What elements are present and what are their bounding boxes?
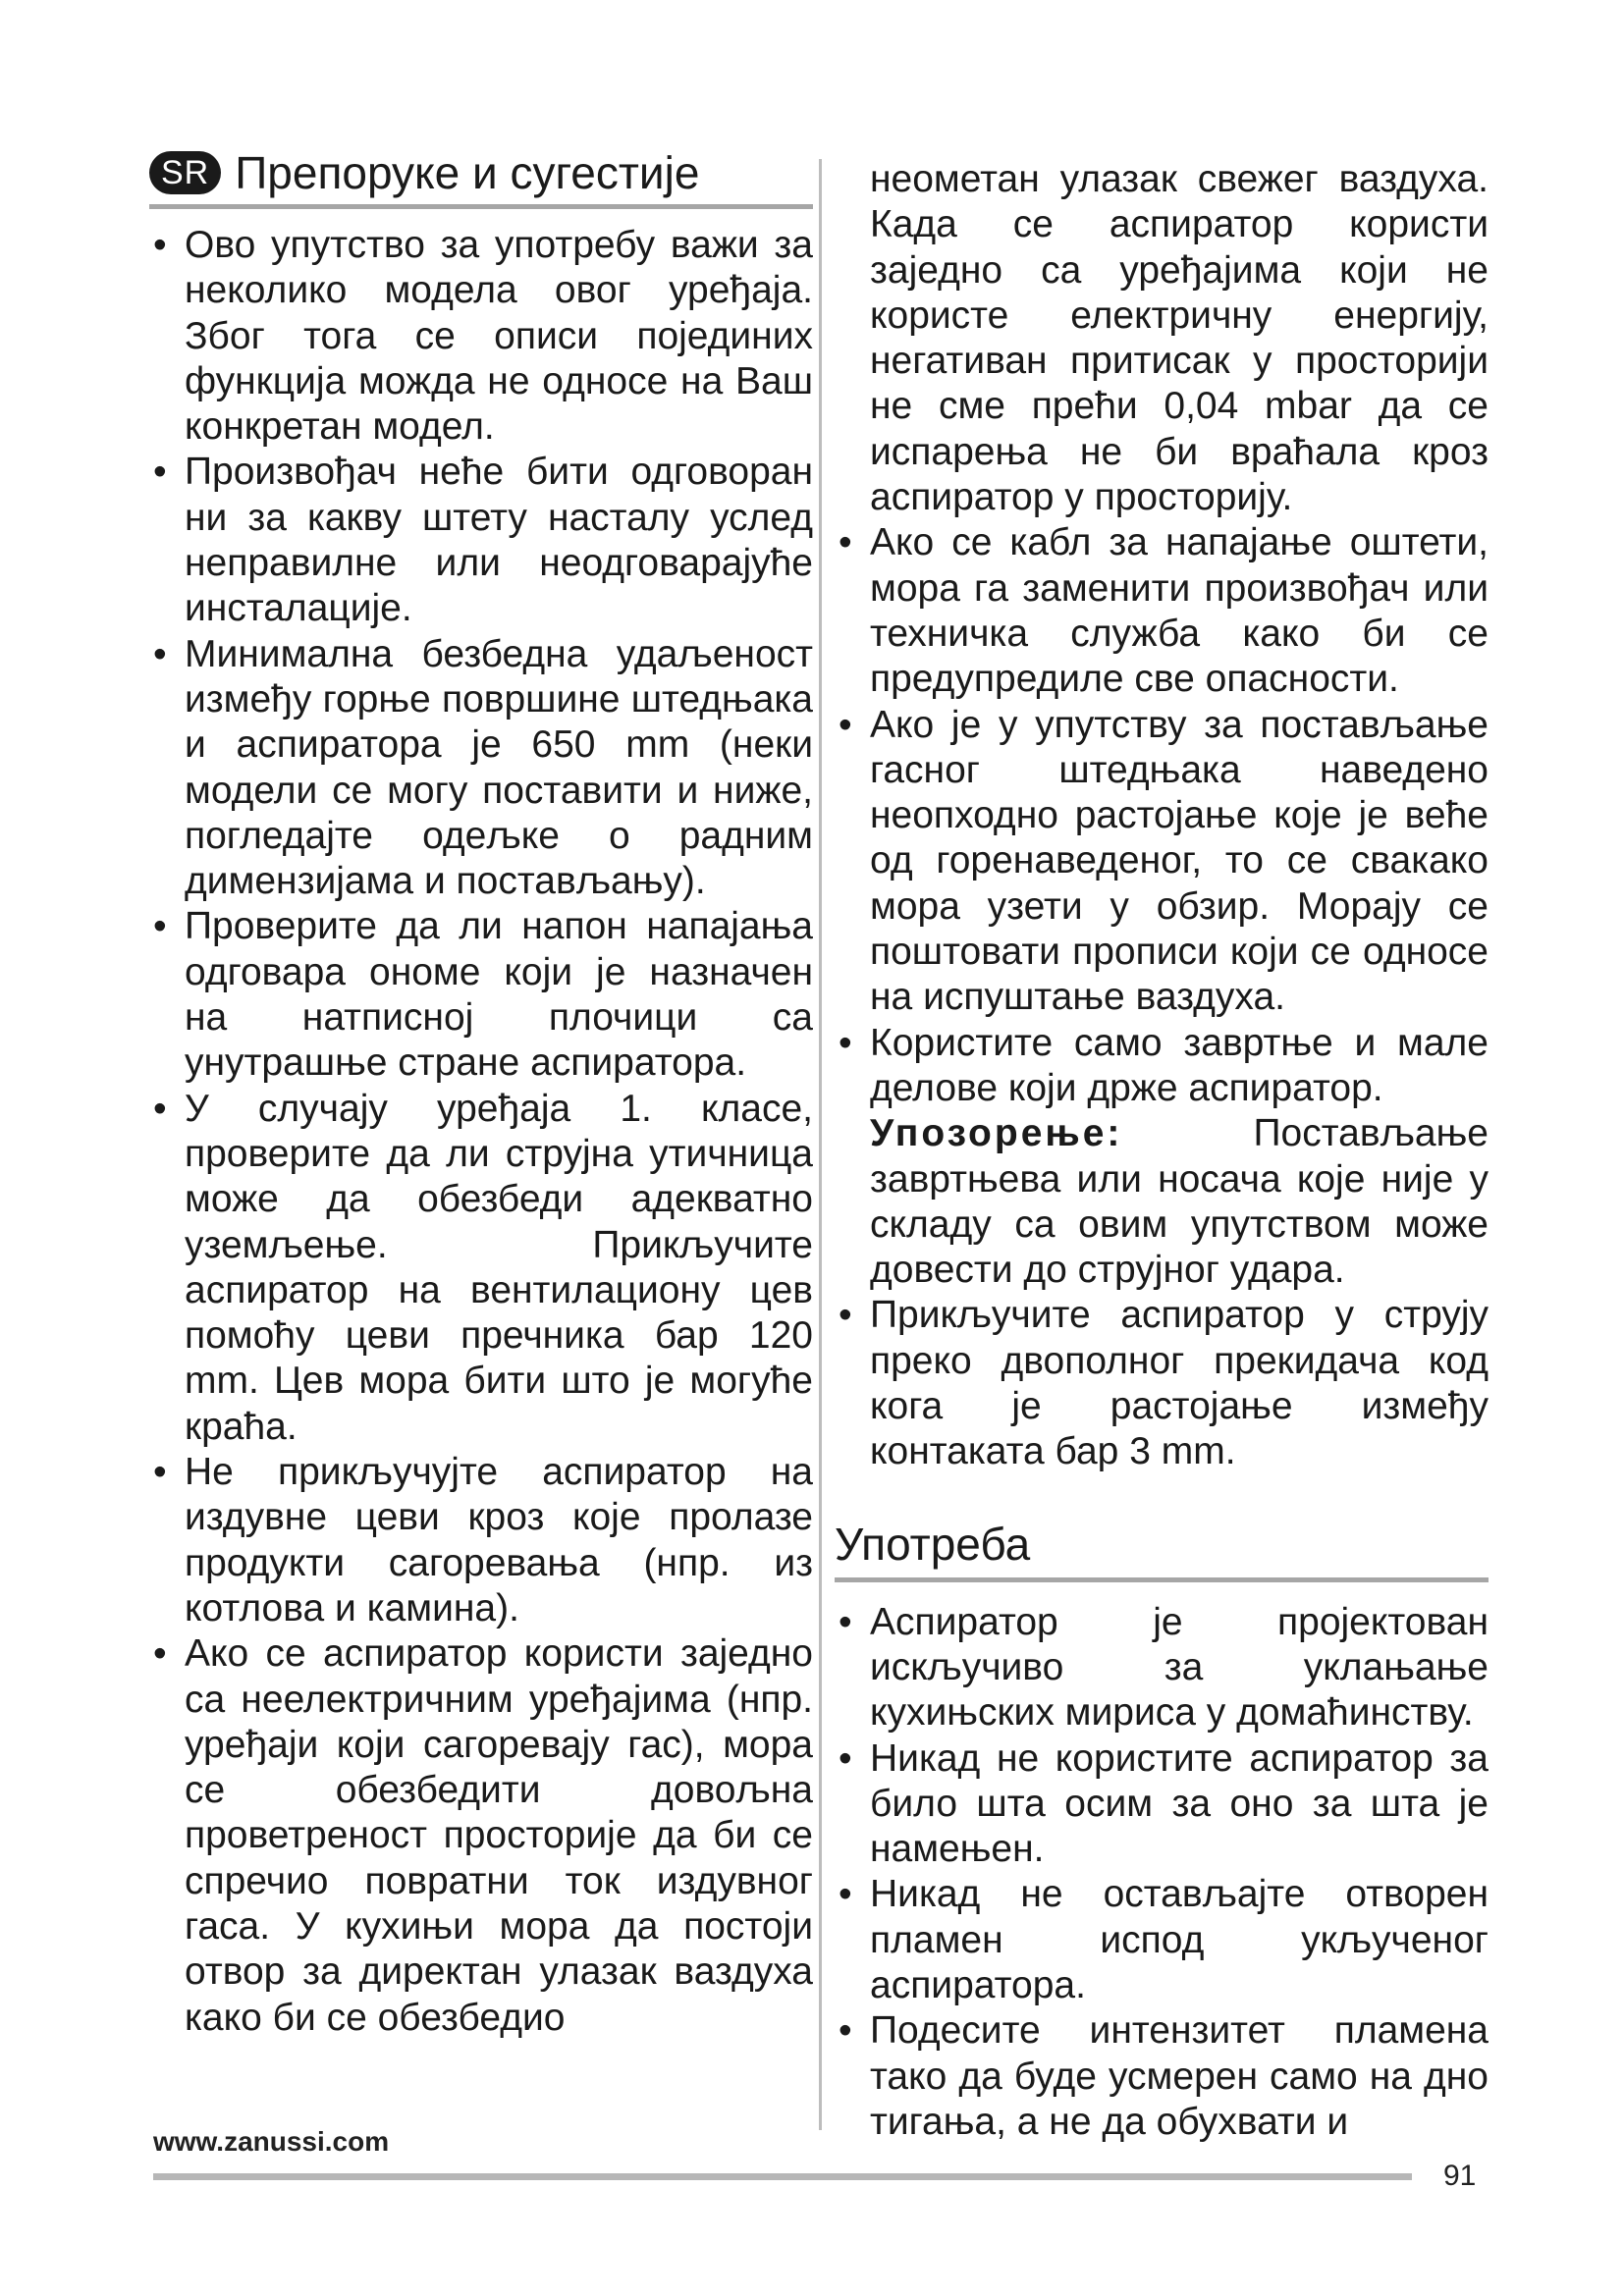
list-item: • Ако се аспиратор користи заједно са неелектричним уређајима (нпр. уређаји који сагоревају гас), мора се обезбедити довољна проветреност просторије да би се спречио повратни ток издувног гаса. У кухињи мора да постоји отвор за директан улазак ваздуха како би се обезбедио (149, 1631, 813, 2041)
list-item: • Никад не остављајте отворен пламен испод укљученог аспиратора. (835, 1872, 1489, 2008)
right-column (835, 157, 1489, 2145)
list-item: • Никад не користите аспиратор за било шта осим за оно за шта је намењен. (835, 1736, 1489, 1873)
warning-label: Упозорење: (870, 1112, 1123, 1155)
list-item: • Ово упутство за употребу важи за неколико модела овог уређаја. Због тога се описи појединих функција можда не односе на Ваш конкретан модел. (149, 223, 813, 450)
list-item: • Не прикључујте аспиратор на издувне цеви кроз које пролазе продукти сагоревања (нпр. из котлова и камина). (149, 1450, 813, 1631)
section-title: Препоруке и сугестије (235, 147, 700, 198)
footer-url: www.zanussi.com (153, 2126, 390, 2157)
section-heading-recommendations (149, 147, 813, 209)
page-number: 91 (1443, 2160, 1477, 2192)
list-item: • У случају уређаја 1. класе, проверите да ли струјна утичница може да обезбеди адекватно уземљење. Прикључите аспиратор на вентилациону цев помоћу цеви пречника бар 120 mm. Цев мора бити што је могуће краћа. (149, 1087, 813, 1450)
left-column (149, 147, 813, 2041)
section-heading-usage: Употреба (835, 1519, 1489, 1582)
list-item: • Проверите да ли напон напајања одговара ономе који је назначен на натписној плочици са унутрашње стране аспиратора. (149, 904, 813, 1086)
list-item: • Ако је у упутству за постављање гасног штедњака наведено неопходно растојање које је веће од горенаведеног, то се свакако мора узети у обзир. Морају се поштовати прописи који се односе на испуштање ваздуха. (835, 703, 1489, 1021)
recommendations-list (149, 223, 813, 2041)
warning-paragraph (835, 1111, 1489, 1293)
column-divider (819, 159, 822, 2130)
continuation-paragraph: неометан улазак свежег ваздуха. Када се аспиратор користи заједно са уређајима који не користе електричну енергију, негативан притисак у просторији не сме прећи 0,04 mbar да се испарења не би враћала кроз аспиратор у просторију. (870, 158, 1489, 519)
list-item: • Користите само завртње и мале делове који држе аспиратор. (835, 1021, 1489, 1112)
recommendations-list-final (835, 1293, 1489, 1474)
recommendations-list-continued (835, 520, 1489, 1111)
list-item: • Аспиратор је пројектован искључиво за уклањање кухињских мириса у домаћинству. (835, 1600, 1489, 1736)
usage-list (835, 1600, 1489, 2146)
list-item: • Прикључите аспиратор у струју преко двополног прекидача код кога је растојање између контаката бар 3 mm. (835, 1293, 1489, 1474)
list-item: • Произвођач неће бити одговоран ни за какву штету насталу услед неправилне или неодговарајуће инсталације. (149, 450, 813, 631)
warning-text: Постављање завртњева или носача које није у складу са овим упутством може довести до струјног удара. (870, 1112, 1489, 1292)
language-badge: SR (149, 151, 221, 194)
footer-divider (153, 2173, 1412, 2180)
list-item: • Минимална безбедна удаљеност између горње површине штедњака и аспиратора је 650 mm (неки модели се могу поставити и ниже, погледајте одељке о радним димензијама и постављању). (149, 632, 813, 905)
list-item: • Подесите интензитет пламена тако да буде усмерен само на дно тигања, а не да обухвати и (835, 2008, 1489, 2145)
list-item: • Ако се кабл за напајање оштети, мора га заменити произвођач или техничка служба како би се предупредиле све опасности. (835, 520, 1489, 702)
